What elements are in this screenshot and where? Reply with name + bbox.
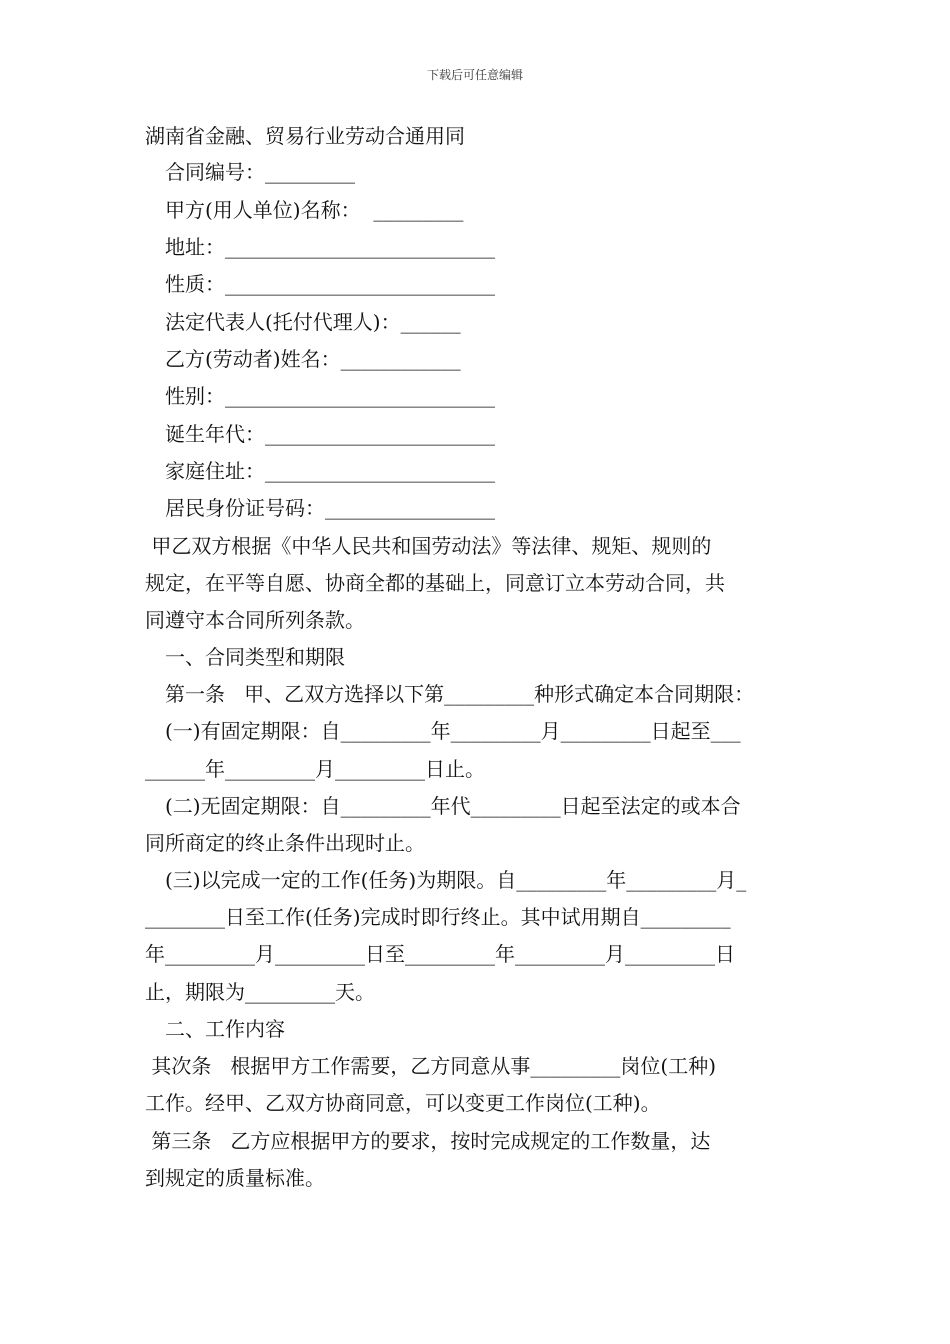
home-address-field: 家庭住址：_______________________ <box>165 459 495 483</box>
preamble-line: 同遵守本合同所列条款。 <box>145 608 365 632</box>
article-3: 到规定的质量标准。 <box>145 1166 325 1190</box>
document-title: 湖南省金融、贸易行业劳动合通用同 <box>145 124 465 148</box>
preamble-line: 规定，在平等自愿、协商全都的基础上，同意订立本劳动合同，共 <box>145 571 725 595</box>
option-task-term: 止，期限为_________天。 <box>145 980 375 1004</box>
option-task-term: (三)以完成一定的工作(任务)为期限。自_________年_________月_ <box>165 868 747 892</box>
section-heading: 二、工作内容 <box>165 1017 285 1041</box>
option-fixed-term: (一)有固定期限：自_________年_________月_________日起至___ <box>165 719 741 743</box>
address-field: 地址：___________________________ <box>165 235 495 259</box>
contract-number-field: 合同编号：_________ <box>165 160 355 184</box>
option-task-term: 年_________月_________日至_________年_________月_________日 <box>145 942 735 966</box>
option-open-term: (二)无固定期限：自_________年代_________日起至法定的或本合 <box>165 794 741 818</box>
party-a-name-field: 甲方(用人单位)名称： _________ <box>165 198 464 222</box>
party-b-name-field: 乙方(劳动者)姓名：____________ <box>165 347 461 371</box>
article-1: 第一条 甲、乙双方选择以下第_________种形式确定本合同期限： <box>165 682 755 706</box>
article-2: 工作。经甲、乙双方协商同意，可以变更工作岗位(工种)。 <box>145 1091 661 1115</box>
page-header: 下载后可任意编辑 <box>426 68 523 82</box>
option-fixed-term: ______年_________月_________日止。 <box>145 757 485 781</box>
nature-field: 性质：___________________________ <box>165 272 495 296</box>
section-heading: 一、合同类型和期限 <box>165 645 345 669</box>
option-open-term: 同所商定的终止条件出现时止。 <box>145 831 425 855</box>
birth-date-field: 诞生年代：_______________________ <box>165 422 495 446</box>
preamble-line: 甲乙双方根据《中华人民共和国劳动法》等法律、规矩、规则的 <box>145 534 712 558</box>
article-2: 其次条 根据甲方工作需要，乙方同意从事_________岗位(工种) <box>145 1054 717 1078</box>
gender-field: 性别：___________________________ <box>165 384 495 408</box>
article-3: 第三条 乙方应根据甲方的要求，按时完成规定的工作数量，达 <box>145 1129 711 1153</box>
id-number-field: 居民身份证号码：_________________ <box>165 496 495 520</box>
legal-representative-field: 法定代表人(托付代理人)：______ <box>165 310 461 334</box>
option-task-term: ________日至工作(任务)完成时即行终止。其中试用期自_________ <box>145 905 731 929</box>
